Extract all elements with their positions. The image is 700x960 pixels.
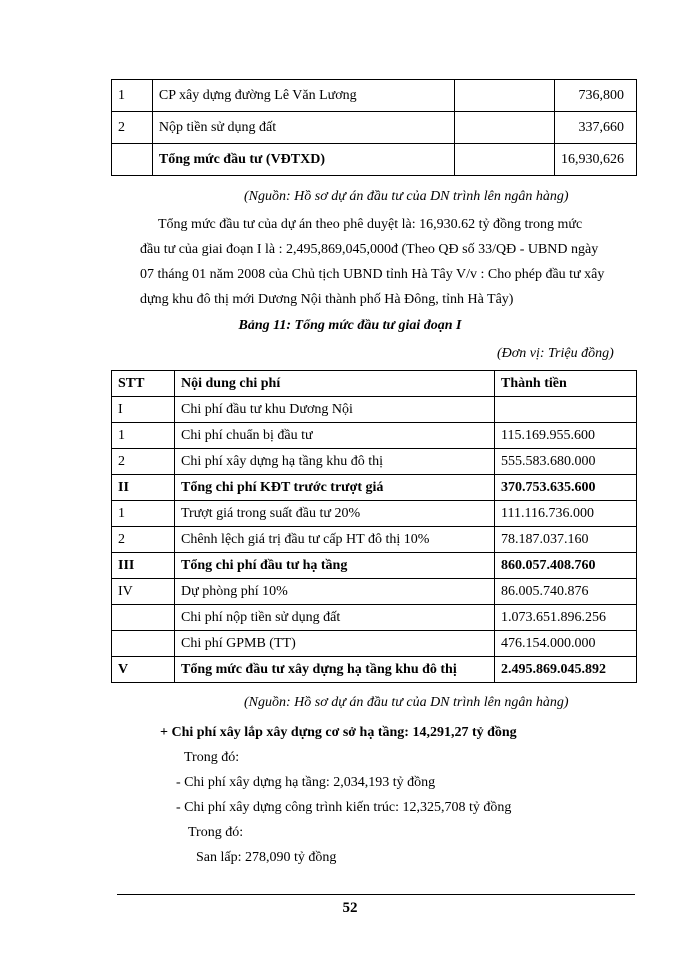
cost-table-row xyxy=(112,579,637,605)
header-content: Nội dung chi phí xyxy=(175,371,495,397)
cost-cell-content: Chi phí GPMB (TT) xyxy=(175,631,495,657)
cost-cell-amount: 860.057.408.760 xyxy=(495,553,637,579)
cost-table-row xyxy=(112,605,637,631)
cost-table-row xyxy=(112,553,637,579)
cost-table-row xyxy=(112,449,637,475)
paragraph-line-3: 07 tháng 01 năm 2008 của Chủ tịch UBND tỉnh Hà Tây V/v : Cho phép đầu tư xây xyxy=(140,267,605,282)
cost-cell-stt: III xyxy=(112,553,175,579)
summary-heading: + Chi phí xây lắp xây dựng cơ sở hạ tầng: 14,291,27 tỷ đồng xyxy=(160,725,517,740)
cost-cell-amount: 115.169.955.600 xyxy=(495,423,637,449)
paragraph-line-4: dựng khu đô thị mới Dương Nội thành phố Hà Đông, tỉnh Hà Tây) xyxy=(140,292,514,307)
header-amount: Thành tiền xyxy=(495,371,637,397)
cost-cell-content: Chênh lệch giá trị đầu tư cấp HT đô thị 10% xyxy=(175,527,495,553)
row-blank xyxy=(454,112,554,144)
cost-cell-content: Tổng mức đầu tư xây dựng hạ tầng khu đô thị xyxy=(175,657,495,683)
cost-cell-content: Tổng chi phí đầu tư hạ tầng xyxy=(175,553,495,579)
cost-cell-amount: 2.495.869.045.892 xyxy=(495,657,637,683)
intro-paragraph xyxy=(140,212,640,312)
cost-cell-amount: 111.116.736.000 xyxy=(495,501,637,527)
cost-cell-stt: 1 xyxy=(112,501,175,527)
cost-cell-content: Chi phí đầu tư khu Dương Nội xyxy=(175,397,495,423)
cost-cell-amount xyxy=(495,397,637,423)
cost-table-row xyxy=(112,423,637,449)
cost-table-row xyxy=(112,631,637,657)
row-amount: 337,660 xyxy=(555,112,637,144)
row-amount: 736,800 xyxy=(555,80,637,112)
footer-divider xyxy=(117,894,635,895)
summary-line-3: - Chi phí xây dựng công trình kiến trúc: 12,325,708 tỷ đồng xyxy=(176,800,512,815)
cost-table-row xyxy=(112,501,637,527)
summary-line-2: - Chi phí xây dựng hạ tầng: 2,034,193 tỷ đồng xyxy=(176,775,436,790)
paragraph-line-2: đầu tư của giai đoạn I là : 2,495,869,045,000đ (Theo QĐ số 33/QĐ - UBND ngày xyxy=(140,242,599,257)
summary-line-4: Trong đó: xyxy=(188,825,244,840)
header-stt: STT xyxy=(112,371,175,397)
unit-note: (Đơn vị: Triệu đồng) xyxy=(497,346,614,361)
row-blank xyxy=(454,144,554,176)
cost-cell-content: Chi phí xây dựng hạ tầng khu đô thị xyxy=(175,449,495,475)
cost-cell-content: Trượt giá trong suất đầu tư 20% xyxy=(175,501,495,527)
row-number: 1 xyxy=(112,80,153,112)
row-description: Nộp tiền sử dụng đất xyxy=(152,112,454,144)
source-note-2: (Nguồn: Hồ sơ dự án đầu tư của DN trình lên ngân hàng) xyxy=(244,695,569,710)
row-amount: 16,930,626 xyxy=(555,144,637,176)
top-table-row xyxy=(112,144,637,176)
cost-cell-stt: II xyxy=(112,475,175,501)
cost-table-row xyxy=(112,475,637,501)
row-blank xyxy=(454,80,554,112)
source-note-1: (Nguồn: Hồ sơ dự án đầu tư của DN trình lên ngân hàng) xyxy=(244,189,569,204)
top-table-row xyxy=(112,112,637,144)
cost-cell-amount: 1.073.651.896.256 xyxy=(495,605,637,631)
cost-cell-content: Chi phí nộp tiền sử dụng đất xyxy=(175,605,495,631)
cost-cell-stt xyxy=(112,631,175,657)
cost-cell-stt: I xyxy=(112,397,175,423)
summary-section xyxy=(160,720,517,870)
cost-cell-stt xyxy=(112,605,175,631)
cost-table-header xyxy=(112,371,637,397)
cost-cell-content: Chi phí chuẩn bị đầu tư xyxy=(175,423,495,449)
cost-cell-amount: 476.154.000.000 xyxy=(495,631,637,657)
summary-line-5: San lấp: 278,090 tỷ đồng xyxy=(196,850,337,865)
top-table xyxy=(111,79,637,176)
paragraph-line-1: Tổng mức đầu tư của dự án theo phê duyệt là: 16,930.62 tỷ đồng trong mức xyxy=(158,217,583,232)
page-number: 52 xyxy=(342,900,358,916)
cost-cell-amount: 78.187.037.160 xyxy=(495,527,637,553)
cost-cell-amount: 86.005.740.876 xyxy=(495,579,637,605)
cost-cell-stt: IV xyxy=(112,579,175,605)
cost-cell-stt: V xyxy=(112,657,175,683)
top-table-row xyxy=(112,80,637,112)
cost-cell-stt: 1 xyxy=(112,423,175,449)
row-number xyxy=(112,144,153,176)
cost-cell-stt: 2 xyxy=(112,527,175,553)
row-description: CP xây dựng đường Lê Văn Lương xyxy=(152,80,454,112)
row-number: 2 xyxy=(112,112,153,144)
cost-table-row xyxy=(112,527,637,553)
cost-cell-content: Dự phòng phí 10% xyxy=(175,579,495,605)
cost-table-row xyxy=(112,397,637,423)
cost-table-row xyxy=(112,657,637,683)
cost-cell-amount: 555.583.680.000 xyxy=(495,449,637,475)
row-description: Tổng mức đầu tư (VĐTXD) xyxy=(152,144,454,176)
summary-line-1: Trong đó: xyxy=(184,750,240,765)
cost-cell-content: Tổng chi phí KĐT trước trượt giá xyxy=(175,475,495,501)
cost-cell-stt: 2 xyxy=(112,449,175,475)
cost-table xyxy=(111,370,637,683)
cost-cell-amount: 370.753.635.600 xyxy=(495,475,637,501)
table-title: Bảng 11: Tổng mức đầu tư giai đoạn I xyxy=(238,318,462,333)
